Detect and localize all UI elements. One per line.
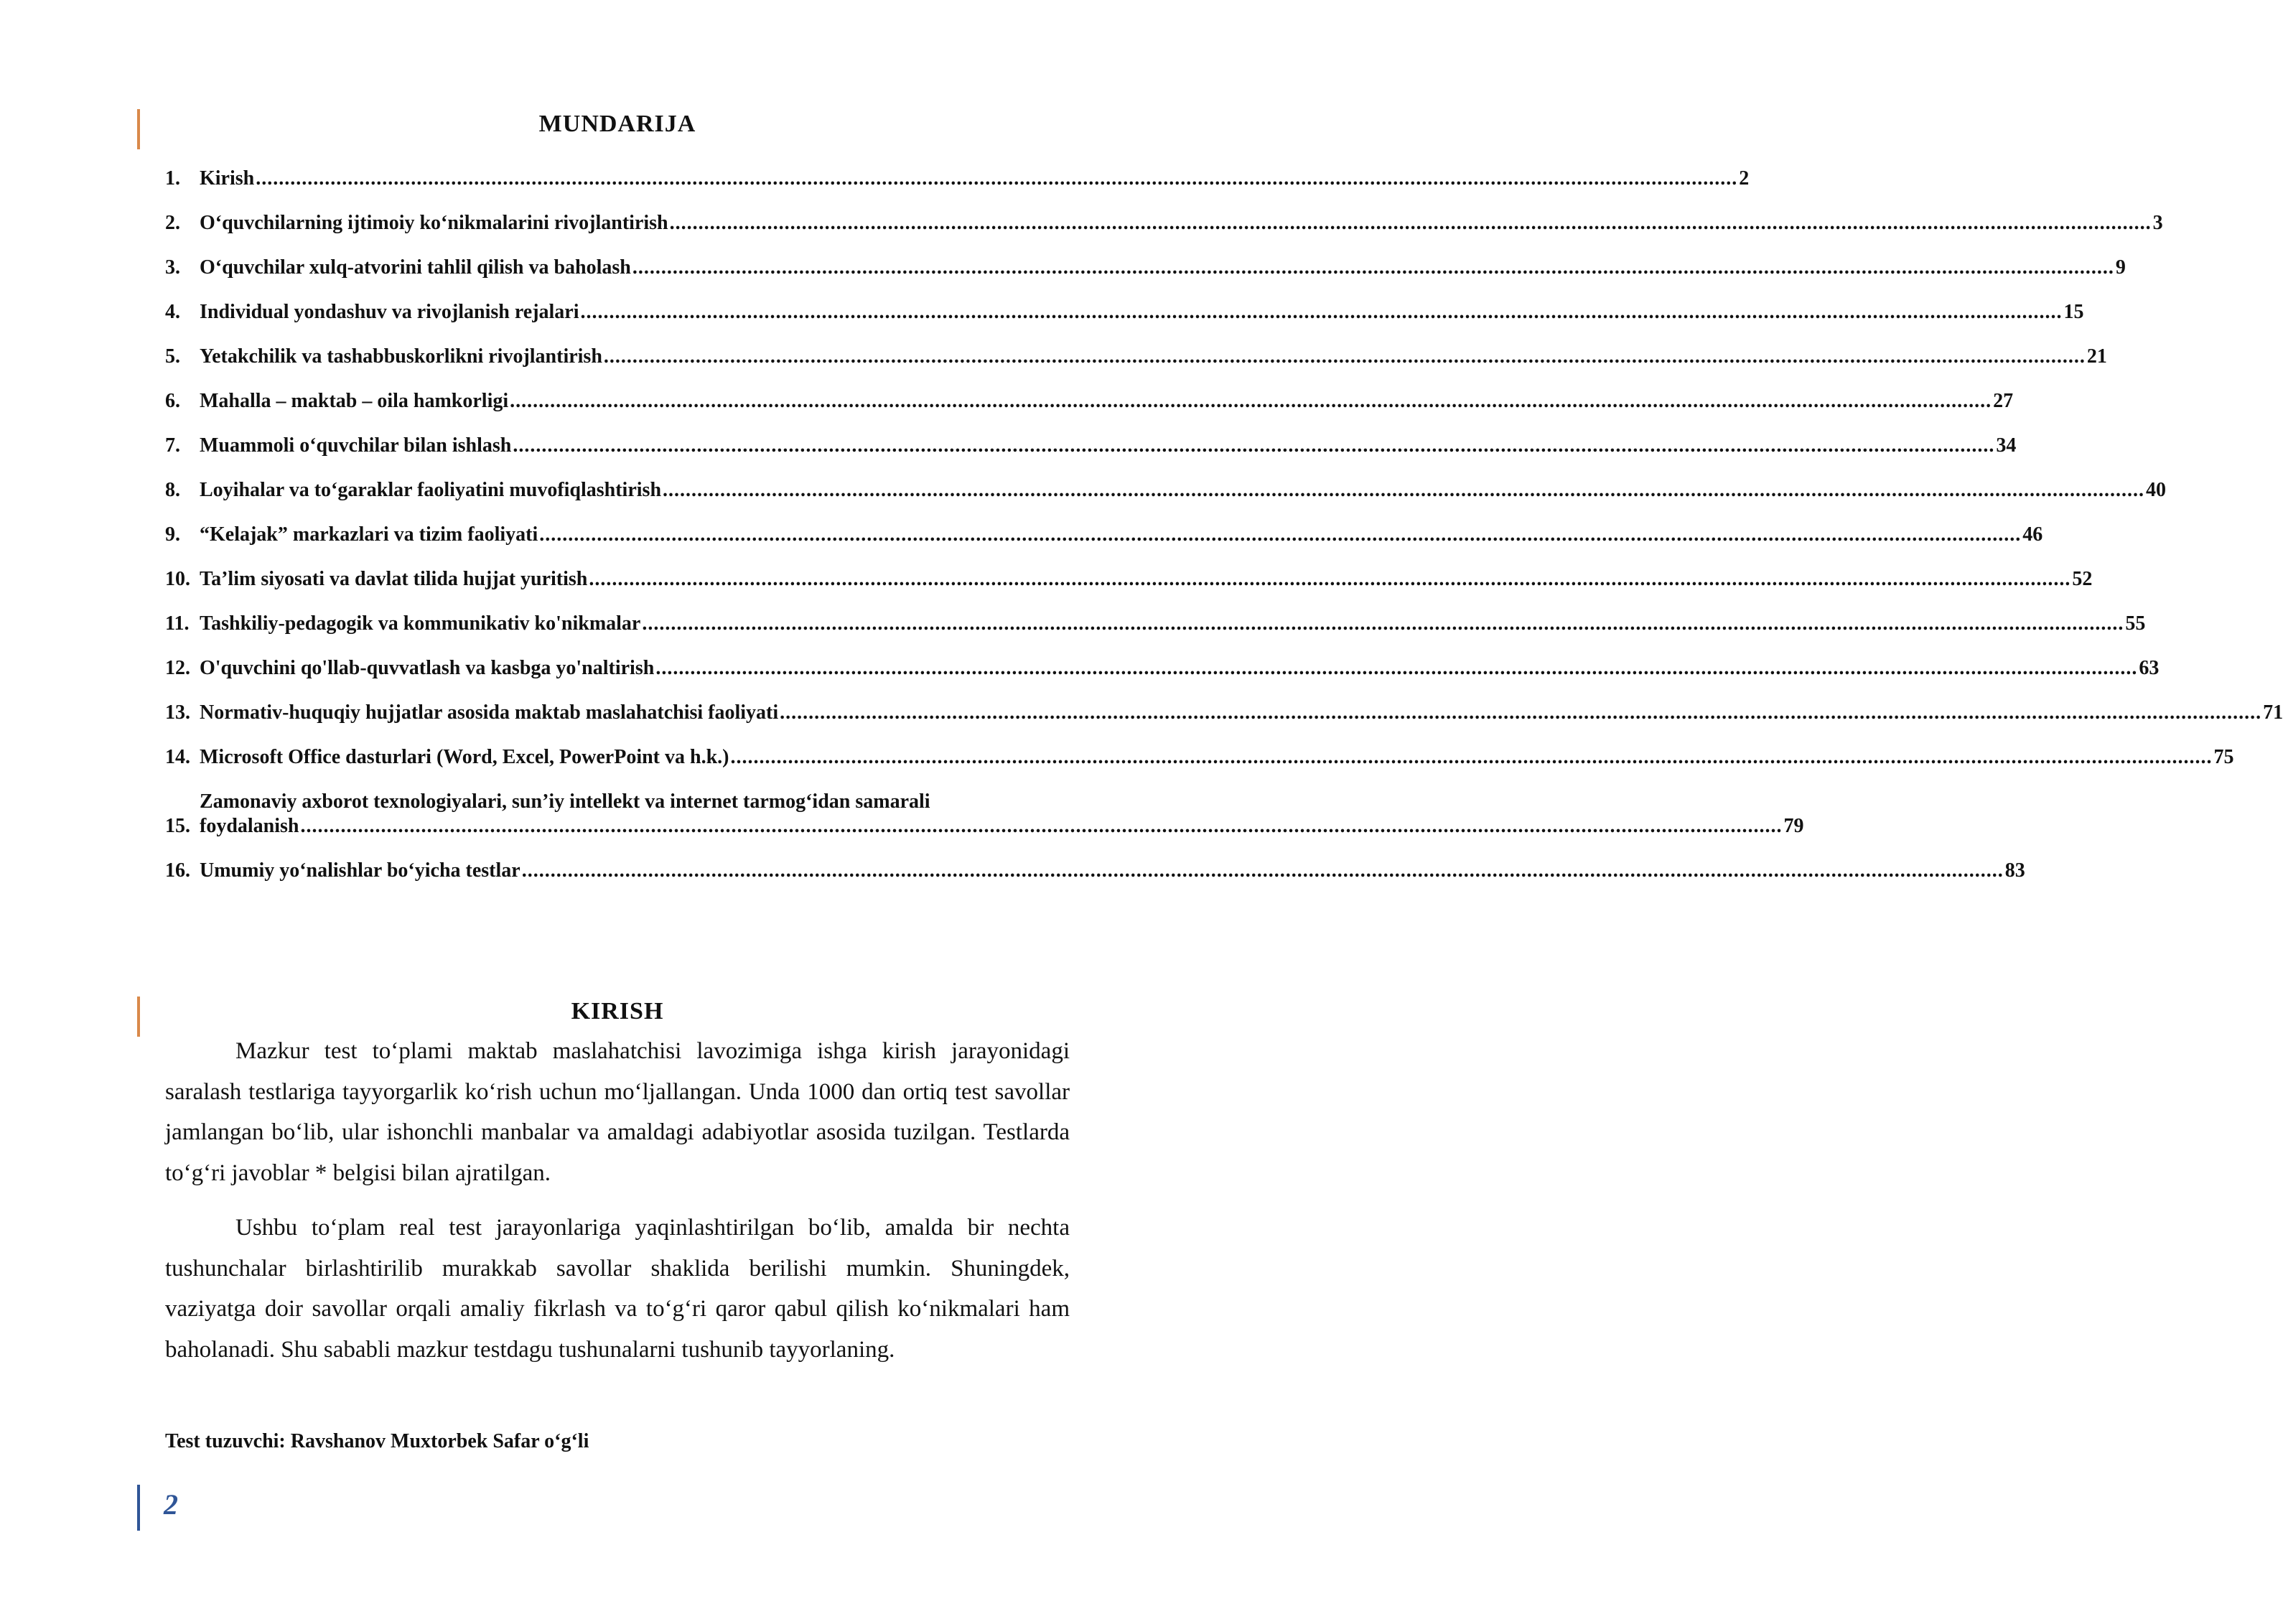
toc-entry[interactable] [165,547,2093,592]
toc-entry-page: 63 [2139,657,2160,679]
toc-entry[interactable] [165,369,2014,414]
toc-entry-number: 11. [165,612,190,635]
toc-entry[interactable] [165,725,2234,770]
toc-entry-title: Muammoli o‘quvchilar bilan ishlash [200,434,512,457]
toc-entry-title: Mahalla – maktab – oila hamkorligi [200,390,509,412]
toc-entry-number: 13. [165,701,190,724]
page-number: 2 [164,1488,178,1521]
toc-dot-leader [632,256,2114,280]
toc-entry-number: 8. [165,479,180,501]
toc-entry[interactable] [165,592,2146,636]
toc-dot-leader [730,745,2212,770]
toc-entry[interactable] [165,458,2167,503]
intro-paragraph-2: Ushbu to‘plam real test jarayonlariga yaqinlashtirilgan bo‘lib, amalda bir nechta tushunchalar birlashtirilib murakkab savollar shaklida berilishi mumkin. Shuningdek, vaziyatga doir savollar orqali amaliy fikrlash va to‘g‘ri qaror qabul qilish ko‘nikmalari ham baholanadi. Shu sababli mazkur testdagu tushunalarni tushunib tayyorlaning. [165,1215,1070,1363]
toc-dot-leader [581,300,2063,325]
toc-entry-number: 14. [165,746,190,768]
toc-entry-title: Kirish [200,167,255,190]
toc-entry-page: 79 [1783,815,1804,837]
toc-entry-title: foydalanish [200,815,299,837]
toc-entry[interactable] [165,636,2160,681]
toc-dot-leader [655,656,2137,681]
toc-entry[interactable] [165,191,2163,235]
table-of-contents [165,146,2283,883]
toc-entry-page: 27 [1993,390,2014,412]
toc-entry-page: 9 [2115,256,2126,279]
toc-entry-number: 7. [165,434,180,457]
toc-dot-leader [256,167,1737,191]
toc-entry[interactable] [165,280,2084,325]
toc-entry[interactable] [165,503,2043,547]
toc-entry-page: 46 [2022,523,2043,546]
intro-paragraph-1: Mazkur test to‘plami maktab maslahatchisi lavozimiga ishga kirish jarayonidagi saralash testlariga tayyorgarlik ko‘rish uchun mo‘ljallangan. Unda 1000 dan ortiq test savollar jamlangan bo‘lib, ular ishonchli manbalar va amaldagi adabiyotlar asosida tuzilgan. Testlarda to‘g‘ri javoblar * belgisi bilan ajratilgan. [165,1038,1070,1186]
footer-marker [137,1485,140,1531]
toc-entry-title: Microsoft Office dasturlari (Word, Excel, PowerPoint va h.k.) [200,746,729,768]
toc-entry-title: Loyihalar va to‘garaklar faoliyatini muvofiqlashtirish [200,479,662,501]
toc-entry[interactable] [165,235,2126,280]
toc-dot-leader [539,523,2021,547]
toc-dot-leader [589,567,2070,592]
author-line: Test tuzuvchi: Ravshanov Muxtorbek Safar o‘g‘li [165,1430,589,1452]
toc-entry-title: O'quvchini qo'llab-quvvatlash va kasbga yo'naltirish [200,657,655,679]
toc-entry-number: 16. [165,859,190,882]
toc-entry-number: 10. [165,568,190,590]
toc-entry-number: 2. [165,212,180,234]
toc-entry-number: 15. [165,815,190,837]
toc-entry[interactable] [165,325,2107,369]
toc-entry-title: Individual yondashuv va rivojlanish rejalari [200,301,579,323]
toc-dot-leader [780,701,2261,725]
toc-entry[interactable] [165,146,1750,191]
toc-entry-title: Ta’lim siyosati va davlat tilida hujjat yuritish [200,568,588,590]
intro-title: KIRISH [571,998,664,1025]
section-marker-toc [137,109,140,149]
toc-entry[interactable] [165,770,1804,839]
toc-entry[interactable] [165,414,2017,458]
toc-entry-number: 5. [165,345,180,368]
toc-entry-title: Yetakchilik va tashabbuskorlikni rivojlantirish [200,345,602,368]
toc-dot-leader [510,389,1992,414]
toc-dot-leader [663,478,2144,503]
toc-entry-page: 40 [2146,479,2167,501]
toc-entry-title: Umumiy yo‘nalishlar bo‘yicha testlar [200,859,520,882]
toc-dot-leader [642,612,2124,636]
toc-dot-leader [604,345,2086,369]
toc-entry-title: “Kelajak” markazlari va tizim faoliyati [200,523,538,546]
toc-entry-page: 21 [2086,345,2107,368]
toc-entry-number: 6. [165,390,180,412]
toc-entry-number: 12. [165,657,190,679]
toc-entry-page: 75 [2213,746,2234,768]
toc-entry-title: O‘quvchilar xulq-atvorini tahlil qilish va baholash [200,256,631,279]
toc-entry-number: 9. [165,523,180,546]
toc-entry-page: 55 [2125,612,2146,635]
toc-entry-title-line1: Zamonaviy axborot texnologiyalari, sun’iy intellekt va internet tarmog‘idan samarali [200,790,930,813]
toc-entry-page: 2 [1739,167,1750,190]
toc-entry-page: 71 [2263,701,2283,724]
section-marker-intro [137,997,140,1037]
toc-entry-page: 52 [2072,568,2093,590]
toc-entry-number: 1. [165,167,180,190]
toc-entry-title: Tashkiliy-pedagogik va kommunikativ ko'nikmalar [200,612,641,635]
toc-entry-page: 15 [2063,301,2084,323]
toc-entry-page: 83 [2004,859,2025,882]
toc-entry[interactable] [165,681,2283,725]
toc-entry-page: 3 [2152,212,2163,234]
toc-entry-title: O‘quvchilarning ijtimoiy ko‘nikmalarini rivojlantirish [200,212,668,234]
toc-dot-leader [670,211,2152,235]
toc-title: MUNDARIJA [538,111,696,137]
toc-dot-leader [513,434,1994,458]
toc-entry-number: 4. [165,301,180,323]
toc-entry[interactable] [165,839,2025,883]
toc-entry-title: Normativ-huquqiy hujjatlar asosida maktab maslahatchisi faoliyati [200,701,779,724]
toc-entry-page: 34 [1996,434,2017,457]
toc-entry-number: 3. [165,256,180,279]
toc-dot-leader [522,859,2004,883]
toc-dot-leader [301,814,1783,839]
